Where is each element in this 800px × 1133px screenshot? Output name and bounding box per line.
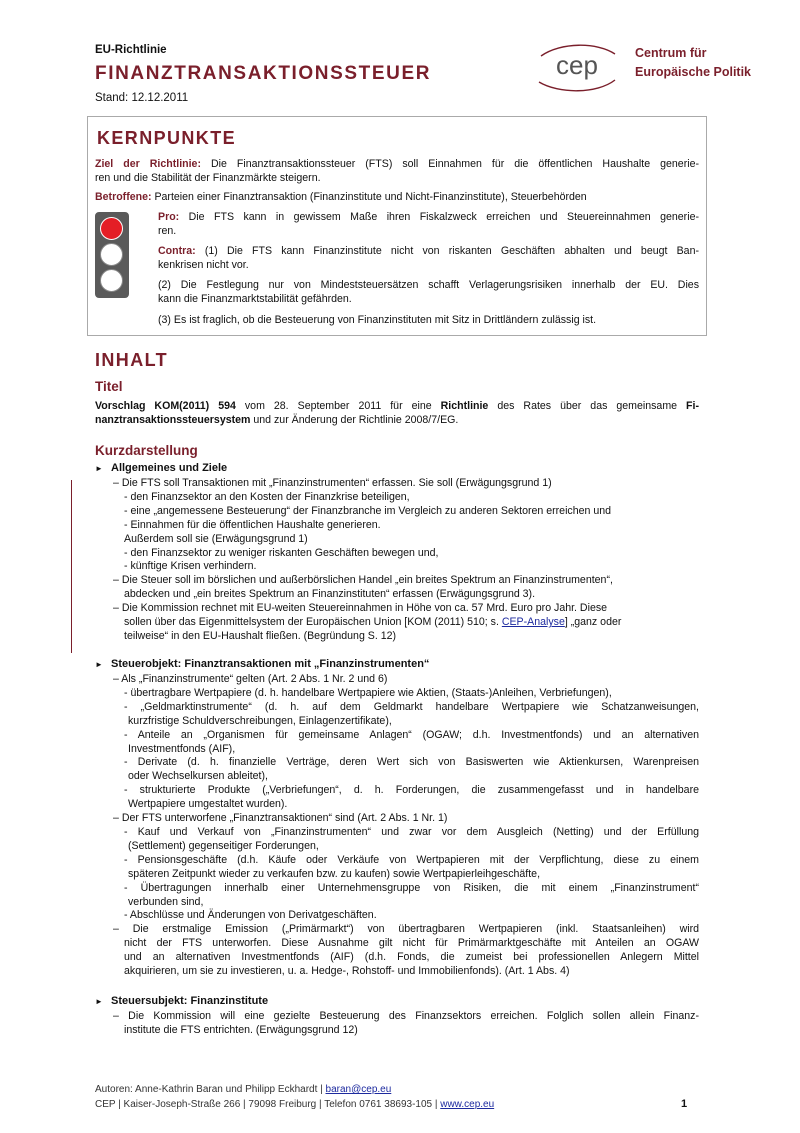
contra-2-text-2: kann die Finanzmarktstabilität gefährden. — [158, 293, 352, 306]
betroffene-text: Parteien einer Finanztransaktion (Finanzinstitute und Nicht-Finanzinstitute), Steuerbehörden — [151, 191, 587, 203]
bullet-arrow-icon: ► — [95, 660, 103, 669]
traffic-light-red-lamp — [100, 217, 123, 240]
ziel-text-2: ren und die Stabilität der Finanzmärkte steigern. — [95, 172, 321, 185]
page-number: 1 — [681, 1098, 688, 1110]
bullet-arrow-icon: ► — [95, 464, 103, 473]
ziel-paragraph — [95, 157, 699, 186]
betroffene-paragraph — [95, 190, 699, 204]
traffic-light-yellow-lamp — [100, 243, 123, 266]
section-heading-steuersubjekt: ► Steuersubjekt: Finanzinstitute — [95, 995, 269, 1007]
traffic-light-icon — [95, 212, 129, 298]
contra-2-text-1: (2) Die Festlegung nur von Mindeststeuersätzen schafft Verlagerungsrisiken innerhalb der EU. Dies — [158, 279, 699, 291]
logo-text: cep — [556, 50, 598, 80]
contra-point-2 — [158, 278, 699, 307]
inhalt-title: INHALT — [95, 350, 169, 370]
doc-type-label: EU-Richtlinie — [95, 44, 167, 56]
footer-authors: Autoren: Anne-Kathrin Baran und Philipp Eckhardt | baran@cep.eu — [95, 1084, 392, 1095]
document-date: Stand: 12.12.2011 — [95, 92, 189, 104]
ziel-label: Ziel der Richtlinie: — [95, 158, 201, 170]
section-heading-steuerobjekt: ► Steuerobjekt: Finanztransaktionen mit „Finanzinstrumenten“ — [95, 658, 430, 670]
document-title: FINANZTRANSAKTIONSSTEUER — [95, 63, 432, 84]
org-line-1: Centrum für — [635, 46, 707, 60]
titel-heading: Titel — [95, 379, 123, 394]
organization-name — [635, 44, 751, 82]
pro-label: Pro: — [158, 211, 180, 223]
cep-analyse-link[interactable]: CEP-Analyse — [501, 616, 565, 629]
contra-text-2: kenkrisen nicht vor. — [158, 259, 249, 272]
betroffene-label: Betroffene: — [95, 191, 152, 203]
kurzdarstellung-heading: Kurzdarstellung — [95, 443, 198, 458]
kernpunkte-title: KERNPUNKTE — [97, 128, 237, 148]
ziel-text-1: Die Finanztransaktionssteuer (FTS) soll Einnahmen für die öffentlichen Haushalte generie- — [200, 158, 700, 170]
contra-text-1: (1) Die FTS kann Finanzinstitute nicht von riskanten Geschäften abhalten und beugt Ban- — [195, 245, 699, 257]
section-1-body: – Die FTS soll Transaktionen mit „Finanzinstrumenten“ erfassen. Sie soll (Erwägungsgrund 1) - den Finanzsektor an den Kosten der Finanzkrise beteiligen, - eine „angemessene Besteuerung“ der Finanzbranche im Vergleich zu anderen Sektoren erreichen und - Einnahmen für die öffentlichen Haushalte generieren. Außerdem soll sie (Erwägungsgrund 1) - den Finanzsektor zu weniger riskanten Geschäften bewegen und, - künftige Krisen verhindern. – Die Steuer soll im börslichen und außerbörslichen Handel „ein breites Spektrum an Finanzinstrumenten“, abdecken und „ein breites Spektrum an Finanzinstituten“ erfassen (Erwägungsgrund 3). – Die Kommission rechnet mit EU-weiten Steuereinnahmen in Höhe von ca. 57 Mrd. Euro pro Jahr. Diese sollen über das Eigenmittelsystem der Europäischen Union [KOM (2011) 510; s. CEP-Analyse] „ganz oder teilweise“ in den EU-Haushalt fließen. (Begründung S. 12) — [113, 477, 699, 644]
text-line: – Die FTS soll Transaktionen mit „Finanzinstrumenten“ erfassen. Sie soll (Erwägungsgrund 1) — [113, 477, 552, 489]
traffic-light-green-lamp — [100, 269, 123, 292]
section-heading-allgemeines: ► Allgemeines und Ziele — [95, 462, 228, 474]
contra-paragraph — [158, 244, 699, 273]
org-line-2: Europäische Politik — [635, 65, 752, 79]
proposal-title-paragraph: Vorschlag KOM(2011) 594 vom 28. September 2011 für eine Richtlinie des Rates über das gemeinsame Fi- nanztransaktionssteuersystem und zur Änderung der Richtlinie 2008/7/EG. — [95, 400, 699, 426]
contra-point-3: (3) Es ist fraglich, ob die Besteuerung von Finanzinstituten mit Sitz in Drittländern zulässig ist. — [158, 314, 597, 326]
cep-logo — [531, 38, 623, 96]
footer-address: CEP | Kaiser-Joseph-Straße 266 | 79098 Freiburg | Telefon 0761 38693-105 | www.cep.eu — [95, 1099, 495, 1110]
proposal-reference: Vorschlag KOM(2011) 594 — [95, 400, 236, 412]
author-email-link[interactable]: baran@cep.eu — [325, 1084, 392, 1095]
margin-bar — [71, 480, 72, 653]
pro-text-1: Die FTS kann in gewissem Maße ihren Fiskalzweck erreichen und Steuereinnahmen generie- — [179, 211, 699, 223]
website-link[interactable]: www.cep.eu — [440, 1099, 495, 1110]
bullet-arrow-icon: ► — [95, 997, 103, 1006]
pro-text-2: ren. — [158, 225, 177, 238]
pro-paragraph — [158, 210, 699, 239]
section-3-body: – Die Kommission will eine gezielte Besteuerung des Finanzsektors erreichen. Folglich sollen allein Finanz- institute die FTS entrichten. (Erwägungsgrund 12) — [113, 1010, 699, 1036]
contra-label: Contra: — [158, 245, 196, 257]
section-2-body: – Als „Finanzinstrumente“ gelten (Art. 2 Abs. 1 Nr. 2 und 6) - übertragbare Wertpapiere (d. h. handelbare Wertpapiere wie Aktien, (Staats-)Anleihen, Verbriefungen), - „Geldmarktinstrumente“ (d. h. auf dem Geldmarkt handelbare Wertpapiere wie Schatzanweisungen, kurzfristige Schuldverschreibungen, Einlagenzertifikate), - Anteile an „Organismen für gemeinsame Anlagen“ (OGAW; d.h. Investmentfonds) und an alternativen Investmentfonds (AIF), - Derivate (d. h. finanzielle Verträge, deren Wert sich von Basiswerten wie Aktienkursen, Warenpreisen oder Wechselkursen ableitet), - strukturierte Produkte („Verbriefungen“, d. h. Forderungen, die zusammengefasst und in handelbare Wertpapiere umgestaltet wurden). – Der FTS unterworfene „Finanztransaktionen“ sind (Art. 2 Abs. 1 Nr. 1) - Kauf und Verkauf von „Finanzinstrumenten“ und zwar vor dem Ausgleich (Netting) und der Erfüllung (Settlement) gegenseitiger Forderungen, - Pensionsgeschäfte (d.h. Käufe oder Verkäufe von Wertpapieren mit der Verpflichtung, diese zu einem späteren Zeitpunkt wieder zu verkaufen bzw. zu kaufen) sowie Wertpapierleihgeschäfte, - Übertragungen innerhalb einer Unternehmensgruppe von Risiken, die mit einem „Finanzinstrument“ verbunden sind, - Abschlüsse und Änderungen von Derivatgeschäften. – Die erstmalige Emission („Primärmarkt“) von übertragbaren Wertpapieren (inkl. Staatsanleihen) wird nicht der FTS unterworfen. Diese Ausnahme gilt nicht für Primärmarktgeschäfte mit Anteilen an OGAW und an alternativen Investmentfonds (AIF) (d.h. Fonds, die zumeist bei professionellen Anlegern Mittel akquirieren, um sie zu investieren, u. a. Hedge-, Rohstoff- und Immobilienfonds). (Art. 1 Abs. 4) — [113, 673, 699, 978]
